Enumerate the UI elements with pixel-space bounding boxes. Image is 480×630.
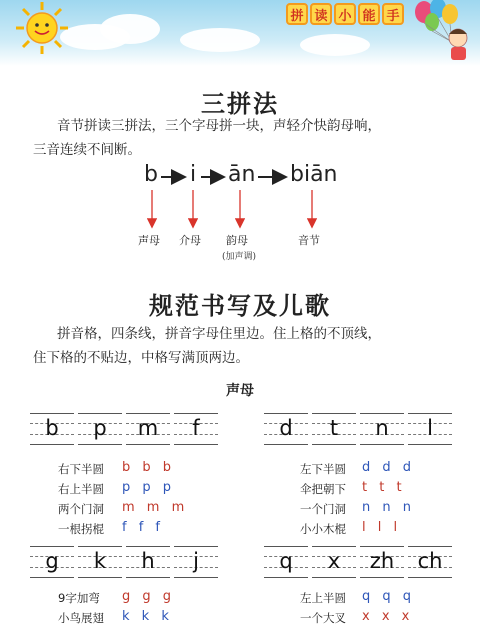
label-syllable: 音节 [298, 234, 320, 247]
grid-line [360, 546, 404, 547]
grid-letter: k [93, 549, 107, 573]
grid-line [30, 444, 74, 445]
rhyme-letters: m m m [122, 500, 189, 515]
grid-line [30, 577, 74, 578]
grid-line [312, 546, 356, 547]
grid-line [360, 444, 404, 445]
pinyin-grid-cell [264, 413, 308, 445]
grid-line [126, 413, 170, 414]
grid-letter: q [279, 549, 293, 573]
grid-line [264, 577, 308, 578]
grid-letter: h [141, 549, 155, 573]
grid-line [264, 546, 308, 547]
balloon-kid-illustration [408, 0, 478, 62]
pinyin-grid-cell [360, 546, 404, 578]
grid-line [126, 444, 170, 445]
paragraph-line: 住下格的不贴边，中格写满顶两边。 [33, 350, 249, 366]
pinyin-grid-cell [408, 546, 452, 578]
rhyme-label: 右下半圆 [58, 462, 104, 476]
paragraph-line: 三音连续不间断。 [33, 142, 141, 158]
rhyme-label: 一个门洞 [300, 502, 346, 516]
grid-line [408, 546, 452, 547]
paragraph-line: 音节拼读三拼法，三个字母拼一块，声轻介快韵母响， [57, 118, 381, 134]
grid-line [30, 413, 74, 414]
pinyin-grid-cell [30, 546, 74, 578]
rhyme-label: 小小木棍 [300, 522, 346, 536]
pinyin-syllable: biān [290, 162, 338, 187]
chain-arrows [0, 160, 480, 240]
rhyme-letters: q q q [362, 589, 416, 604]
grid-letter: j [193, 549, 199, 573]
pinyin-grid-cell [174, 546, 218, 578]
grid-line [408, 444, 452, 445]
grid-letter: f [192, 416, 200, 440]
series-title-badge [286, 3, 404, 25]
grid-letter: x [327, 549, 341, 573]
grid-line [78, 413, 122, 414]
grid-line [174, 546, 218, 547]
badge-char: 手 [382, 3, 404, 25]
grid-line [408, 577, 452, 578]
pinyin-grid-cell [312, 546, 356, 578]
pinyin-grid-cell [126, 413, 170, 445]
section-subtitle: 声母 [226, 383, 254, 399]
grid-letter: t [329, 416, 339, 440]
rhyme-letters: t t t [362, 480, 406, 495]
grid-letter: g [45, 549, 59, 573]
rhyme-letters: x x x [362, 609, 414, 624]
grid-line [174, 444, 218, 445]
rhyme-label: 9字加弯 [58, 591, 100, 605]
badge-char: 小 [334, 3, 356, 25]
grid-letter: ch [417, 549, 443, 573]
grid-line [264, 413, 308, 414]
rhyme-label: 一根拐棍 [58, 522, 104, 536]
pinyin-grid-cell [360, 413, 404, 445]
pinyin-grid-cell [78, 546, 122, 578]
rhyme-letters: f f f [122, 520, 164, 535]
label-final-note: (加声调) [222, 252, 257, 262]
rhyme-letters: k k k [122, 609, 173, 624]
pinyin-medial: i [190, 162, 197, 187]
rhyme-label: 小鸟展翅 [58, 611, 104, 625]
grid-line [312, 444, 356, 445]
rhyme-label: 左上半圆 [300, 591, 346, 605]
pinyin-grid-cell [30, 413, 74, 445]
grid-letter: p [93, 416, 107, 440]
label-final: 韵母 [226, 234, 248, 247]
badge-char: 能 [358, 3, 380, 25]
grid-line [78, 444, 122, 445]
cloud-decoration [180, 28, 260, 52]
grid-line [360, 577, 404, 578]
cloud-decoration [300, 34, 370, 56]
label-medial: 介母 [179, 234, 201, 247]
pinyin-grid-cell [126, 546, 170, 578]
pinyin-grid-cell [408, 413, 452, 445]
grid-line [126, 546, 170, 547]
pinyin-grid-cell [312, 413, 356, 445]
rhyme-letters: p p p [122, 480, 176, 495]
grid-line [312, 413, 356, 414]
grid-line [264, 444, 308, 445]
rhyme-label: 伞把朝下 [300, 482, 346, 496]
rhyme-label: 右上半圆 [58, 482, 104, 496]
grid-line [174, 413, 218, 414]
badge-char: 读 [310, 3, 332, 25]
rhyme-letters: d d d [362, 460, 416, 475]
paragraph-line: 拼音格，四条线，拼音字母住里边。住上格的不顶线， [57, 326, 381, 342]
rhyme-letters: n n n [362, 500, 415, 515]
grid-line [360, 413, 404, 414]
rhyme-label: 一个大叉 [300, 611, 346, 625]
pinyin-grid-cell [264, 546, 308, 578]
rhyme-label: 左下半圆 [300, 462, 346, 476]
pinyin-grid-cell [174, 413, 218, 445]
grid-letter: b [45, 416, 59, 440]
badge-char: 拼 [286, 3, 308, 25]
section-title: 三拼法 [201, 89, 279, 118]
pinyin-final: ān [228, 162, 256, 187]
grid-line [126, 577, 170, 578]
pinyin-initial: b [144, 162, 158, 187]
grid-letter: n [375, 416, 389, 440]
grid-line [78, 546, 122, 547]
section-title: 规范书写及儿歌 [149, 291, 331, 320]
grid-line [78, 577, 122, 578]
pinyin-grid-cell [78, 413, 122, 445]
rhyme-label: 两个门洞 [58, 502, 104, 516]
rhyme-letters: b b b [122, 460, 176, 475]
grid-letter: m [137, 416, 159, 440]
grid-letter: d [279, 416, 293, 440]
grid-line [312, 577, 356, 578]
grid-letter: l [427, 416, 433, 440]
label-initial: 声母 [138, 234, 160, 247]
rhyme-letters: l l l [362, 520, 402, 535]
grid-line [408, 413, 452, 414]
grid-line [174, 577, 218, 578]
cloud-decoration [100, 14, 160, 44]
sun-icon [12, 0, 72, 56]
grid-line [30, 546, 74, 547]
grid-letter: zh [369, 549, 395, 573]
rhyme-letters: g g g [122, 589, 176, 604]
